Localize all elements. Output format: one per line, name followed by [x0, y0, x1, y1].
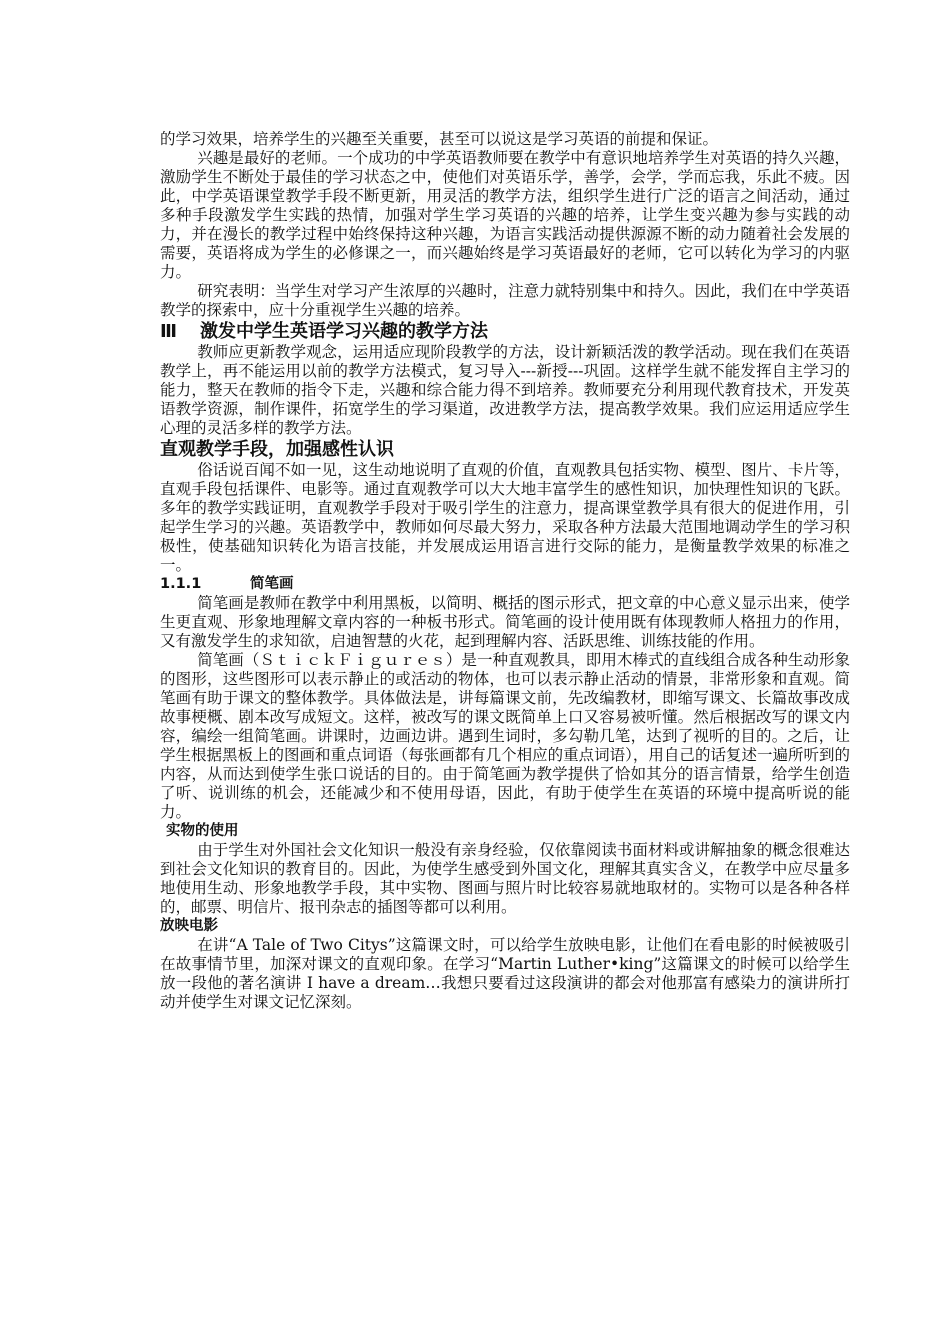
paragraph: 俗话说百闻不如一见，这生动地说明了直观的价值，直观教具包括实物、模型、图片、卡片等，直观手段包括课件、电影等。通过直观教学可以大大地丰富学生的感性知识，加快理性知识的飞跃。多年的教学实践证明，直观教学手段对于吸引学生的注意力，提高课堂教学具有很大的促进作用，引起学生学习的兴趣。英语教学中，教师如何尽最大努力，采取各种方法最大范围地调动学生的学习积极性，使基础知识转化为语言技能，并发展成运用语言进行交际的能力，是衡量教学效果的标准之一。: [160, 461, 850, 574]
section-number: Ⅲ: [160, 321, 178, 342]
subsection-title: 直观教学手段，加强感性认识: [160, 439, 394, 460]
paragraph: 兴趣是最好的老师。一个成功的中学英语教师要在教学中有意识地培养学生对英语的持久兴趣，激励学生不断处于最佳的学习状态之中，使他们对英语乐学，善学，会学，学而忘我，乐此不疲。因此，中学英语课堂教学手段不断更新，用灵活的教学方法，组织学生进行广泛的语言之间活动，通过多种手段激发学生实践的热情，加强对学生学习英语的兴趣的培养，让学生变兴趣为参与实践的动力，并在漫长的教学过程中始终保持这种兴趣，为语言实践活动提供源源不断的动力随着社会发展的需要，英语将成为学生的必修课之一，而兴趣始终是学习英语最好的老师，它可以转化为学习的内驱力。: [160, 149, 850, 281]
section-heading: [160, 320, 850, 343]
document-page: [160, 130, 850, 1012]
subsubsection-number: 1.1.1: [160, 576, 202, 592]
paragraph: 简笔画（ＳｔｉｃｋＦｉｇｕｒｅｓ）是一种直观教具，即用木棒式的直线组合成各种生动形象的图形，这些图形可以表示静止的或活动的物体，也可以表示静止活动的情景，非常形象和直观。简笔画有助于课文的整体教学。具体做法是，讲每篇课文前，先改编教材，即缩写课文、长篇故事改成故事梗概、剧本改写成短文。这样，被改写的课文既简单上口又容易被听懂。然后根据改写的课文内容，编绘一组简笔画。讲课时，边画边讲。遇到生词时，多勾勒几笔，达到了视听的目的。之后，让学生根据黑板上的图画和重点词语（每张画都有几个相应的重点词语），用自己的话复述一遍所听到的内容，从而达到使学生张口说话的目的。由于简笔画为教学提供了恰如其分的语言情景，给学生创造了听、说训练的机会，还能减少和不使用母语，因此，有助于使学生在英语的环境中提高听说的能力。: [160, 651, 850, 821]
subsubsection-title: 实物的使用: [166, 823, 239, 839]
subsection-heading: [160, 438, 850, 461]
subsubsection-heading: [160, 917, 850, 936]
paragraph: 简笔画是教师在教学中利用黑板，以简明、概括的图示形式，把文章的中心意义显示出来，使学生更直观、形象地理解文章内容的一种板书形式。简笔画的设计使用既有体现教师人格扭力的作用，又有激发学生的求知欲，启迪智慧的火花，起到理解内容、活跃思维、训练技能的作用。: [160, 594, 850, 650]
subsubsection-heading: [166, 822, 850, 841]
paragraph: 由于学生对外国社会文化知识一般没有亲身经验，仅依靠阅读书面材料或讲解抽象的概念很难达到社会文化知识的教育目的。因此，为使学生感受到外国文化，理解其真实含义，在教学中应尽量多地使用生动、形象地教学手段，其中实物、图画与照片时比较容易就地取材的。实物可以是各种各样的，邮票、明信片、报刊杂志的插图等都可以利用。: [160, 841, 850, 916]
paragraph: 教师应更新教学观念，运用适应现阶段教学的方法，设计新颖活泼的教学活动。现在我们在英语教学上，再不能运用以前的教学方法模式，复习导入---新授---巩固。这样学生就不能发挥自主学习的能力，整天在教师的指令下走，兴趣和综合能力得不到培养。教师要充分利用现代教育技术，开发英语教学资源，制作课件，拓宽学生的学习渠道，改进教学方法，提高教学效果。我们应运用适应学生心理的灵活多样的教学方法。: [160, 343, 850, 437]
section-title: 激发中学生英语学习兴趣的教学方法: [200, 321, 488, 342]
paragraph: 的学习效果，培养学生的兴趣至关重要，甚至可以说这是学习英语的前提和保证。: [160, 130, 719, 148]
subsubsection-heading: [160, 575, 850, 594]
subsubsection-title: 简笔画: [250, 576, 294, 592]
subsubsection-title: 放映电影: [160, 918, 218, 934]
paragraph: 研究表明：当学生对学习产生浓厚的兴趣时，注意力就特别集中和持久。因此，我们在中学英语教学的探索中，应十分重视学生兴趣的培养。: [160, 282, 850, 319]
paragraph: 在讲“A Tale of Two Citys”这篇课文时，可以给学生放映电影，让他们在看电影的时候被吸引在故事情节里，加深对课文的直观印象。在学习“Martin Luther•king”这篇课文的时候可以给学生放一段他的著名演讲 I have a dream…我想只要看过这段演讲的都会对他那富有感染力的演讲所打动并使学生对课文记忆深刻。: [160, 936, 850, 1011]
